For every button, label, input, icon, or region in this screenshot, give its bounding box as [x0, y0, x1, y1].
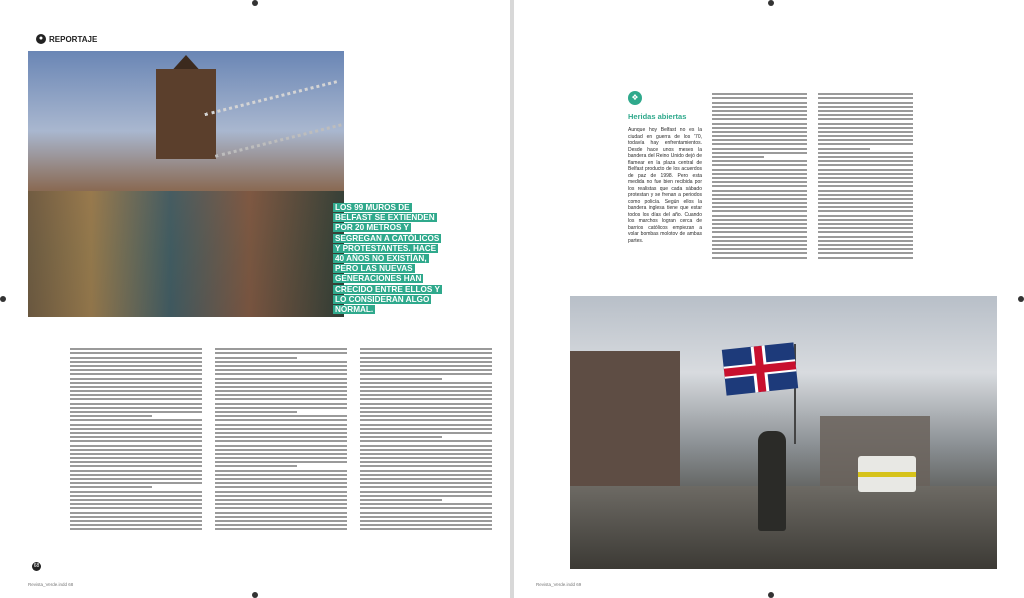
body-column: [215, 346, 347, 551]
text-lines: [215, 348, 347, 530]
pullquote-text: LOS 99 MUROS DE BELFAST SE EXTIENDEN POR 20 METROS Y SEGREGAN A CATÓLICOS Y PROTESTANTES. HACE 40 AÑOS NO EXISTÍAN, PERO LAS NUEVAS GENERACIONES HAN CRECIDO ENTRE ELLOS Y LO CONSIDERAN ALGO NORMAL.: [335, 203, 440, 315]
reportaje-icon: ●: [36, 34, 46, 44]
registration-mark: [0, 296, 6, 302]
file-slug: Revista_Verde.indd 68: [28, 582, 74, 587]
section-label: [36, 34, 97, 44]
wound-icon: ❖: [628, 91, 642, 105]
pullquote: [333, 203, 441, 315]
left-page: [0, 0, 510, 598]
text-lines: [70, 348, 202, 530]
flag-protest-photo: [570, 296, 997, 569]
registration-mark: [252, 0, 258, 6]
file-slug: Revista_Verde.indd 69: [536, 582, 582, 587]
body-column: [712, 91, 807, 279]
mural-photo: [28, 51, 344, 317]
registration-mark: [768, 592, 774, 598]
registration-mark: [1018, 296, 1024, 302]
photo-detail: [204, 80, 344, 158]
body-column: [818, 91, 913, 279]
registration-mark: [768, 0, 774, 6]
body-text-columns: [70, 346, 492, 551]
page-number: 68: [33, 563, 40, 569]
sidebar-title: Heridas abiertas: [628, 112, 687, 121]
text-lines: [818, 93, 913, 258]
body-column: [360, 346, 492, 551]
photo-detail: [28, 191, 344, 317]
registration-mark: [252, 592, 258, 598]
text-lines: [360, 348, 492, 530]
text-lines: [712, 93, 807, 258]
photo-detail: [758, 431, 786, 531]
photo-detail: [858, 472, 916, 477]
sidebar-text: Aunque hoy Belfast no es la ciudad en guerra de los '70, todavía hay enfrentamientos. Desde hace unos meses la bandera del Reino Unido dejó de flamear en la plaza central de Belfast producto de los acuerdos de paz de 1998. Pero esta medida no fue bien recibida por los realistas que cada sábado protestan y se frenan a periodos como policía. Según ellos la bandera inglesa tiene que estar todos los días del año. Cuando los marchos logran cerca de barrios católicos empiezan a volar bombas molotov de ambas partes.: [628, 127, 702, 244]
body-column: [70, 346, 202, 551]
union-flag: [722, 342, 798, 395]
right-page: [514, 0, 1024, 598]
section-label-text: REPORTAJE: [49, 34, 98, 44]
